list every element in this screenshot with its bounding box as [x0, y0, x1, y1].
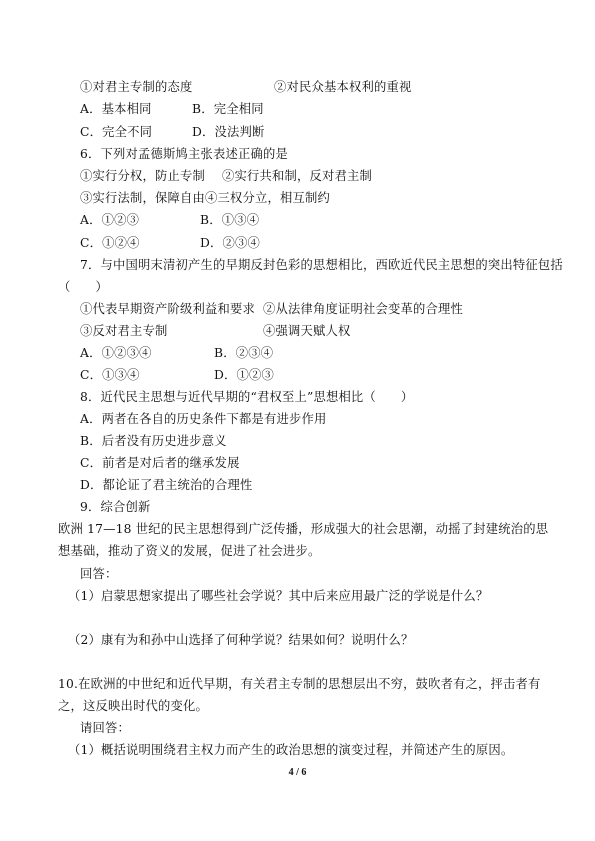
q6-item-1: ①实行分权，防止专制 [80, 169, 205, 183]
q8-stem: 8．近代民主思想与近代早期的“君权至上”思想相比（ ） [80, 390, 414, 404]
q7-option-b: B．②③④ [214, 346, 274, 360]
q6-item-2: ②实行共和制，反对君主制 [222, 169, 372, 183]
q9-paragraph-line-1: 欧洲 17—18 世纪的民主思想得到广泛传播，形成强大的社会思潮，动摇了封建统治的思 [58, 522, 549, 536]
q6-stem: 6．下列对孟德斯鸠主张表述正确的是 [80, 147, 288, 161]
q8-option-a: A．两者在各自的历史条件下都是有进步作用 [80, 412, 327, 426]
q10-answer-label: 请回答： [80, 721, 130, 735]
q9-title: 9．综合创新 [80, 500, 151, 514]
q9-answer-label: 回答： [80, 567, 118, 581]
q7-option-d: D．①②③ [214, 368, 275, 382]
q10-paragraph-line-2: 之，这反映出时代的变化。 [58, 699, 208, 713]
q8-option-b: B．后者没有历史进步意义 [80, 434, 227, 448]
q5-option-c: C．完全不同 [80, 125, 153, 139]
q7-item-1: ①代表早期资产阶级利益和要求 [80, 302, 255, 316]
q7-item-3: ③反对君主专制 [80, 324, 168, 338]
q5-item-1: ①对君主专制的态度 [80, 80, 193, 94]
q7-stem-bracket: （ ） [58, 280, 108, 294]
q7-item-2: ②从法律角度证明社会变革的合理性 [263, 302, 463, 316]
q10-paragraph-line-1: 10.在欧洲的中世纪和近代早期，有关君主专制的思想层出不穷，鼓吹者有之，抨击者有 [58, 677, 541, 691]
q9-subquestion-1: （1）启蒙思想家提出了哪些社会学说？其中后来应用最广泛的学说是什么？ [68, 589, 489, 603]
q7-option-a: A．①②③④ [80, 346, 152, 360]
q8-option-c: C．前者是对后者的继承发展 [80, 456, 240, 470]
q8-option-d: D．都论证了君主统治的合理性 [80, 478, 253, 492]
q6-option-c: C．①②④ [80, 236, 140, 250]
q5-option-b: B．完全相同 [192, 102, 264, 116]
q6-option-b: B．①③④ [200, 213, 260, 227]
q5-option-d: D．没法判断 [192, 125, 265, 139]
q5-option-a: A．基本相同 [80, 102, 152, 116]
q7-stem: 7．与中国明末清初产生的早期反封色彩的思想相比，西欧近代民主思想的突出特征包括 [80, 258, 563, 272]
q7-option-c: C．①③④ [80, 368, 140, 382]
q6-item-3: ③实行法制，保障自由④三权分立，相互制约 [80, 191, 330, 205]
q7-item-4: ④强调天赋人权 [263, 324, 351, 338]
q9-paragraph-line-2: 想基础，推动了资义的发展，促进了社会进步。 [58, 544, 321, 558]
q6-option-a: A．①②③ [80, 213, 140, 227]
q10-subquestion-1: （1）概括说明围绕君主权力而产生的政治思想的演变过程，并简述产生的原因。 [68, 743, 514, 757]
q6-option-d: D．②③④ [200, 236, 261, 250]
q9-subquestion-2: （2）康有为和孙中山选择了何种学说？结果如何？说明什么？ [68, 633, 414, 647]
page-number: 4 / 6 [288, 767, 307, 778]
q5-item-2: ②对民众基本权利的重视 [274, 80, 412, 94]
